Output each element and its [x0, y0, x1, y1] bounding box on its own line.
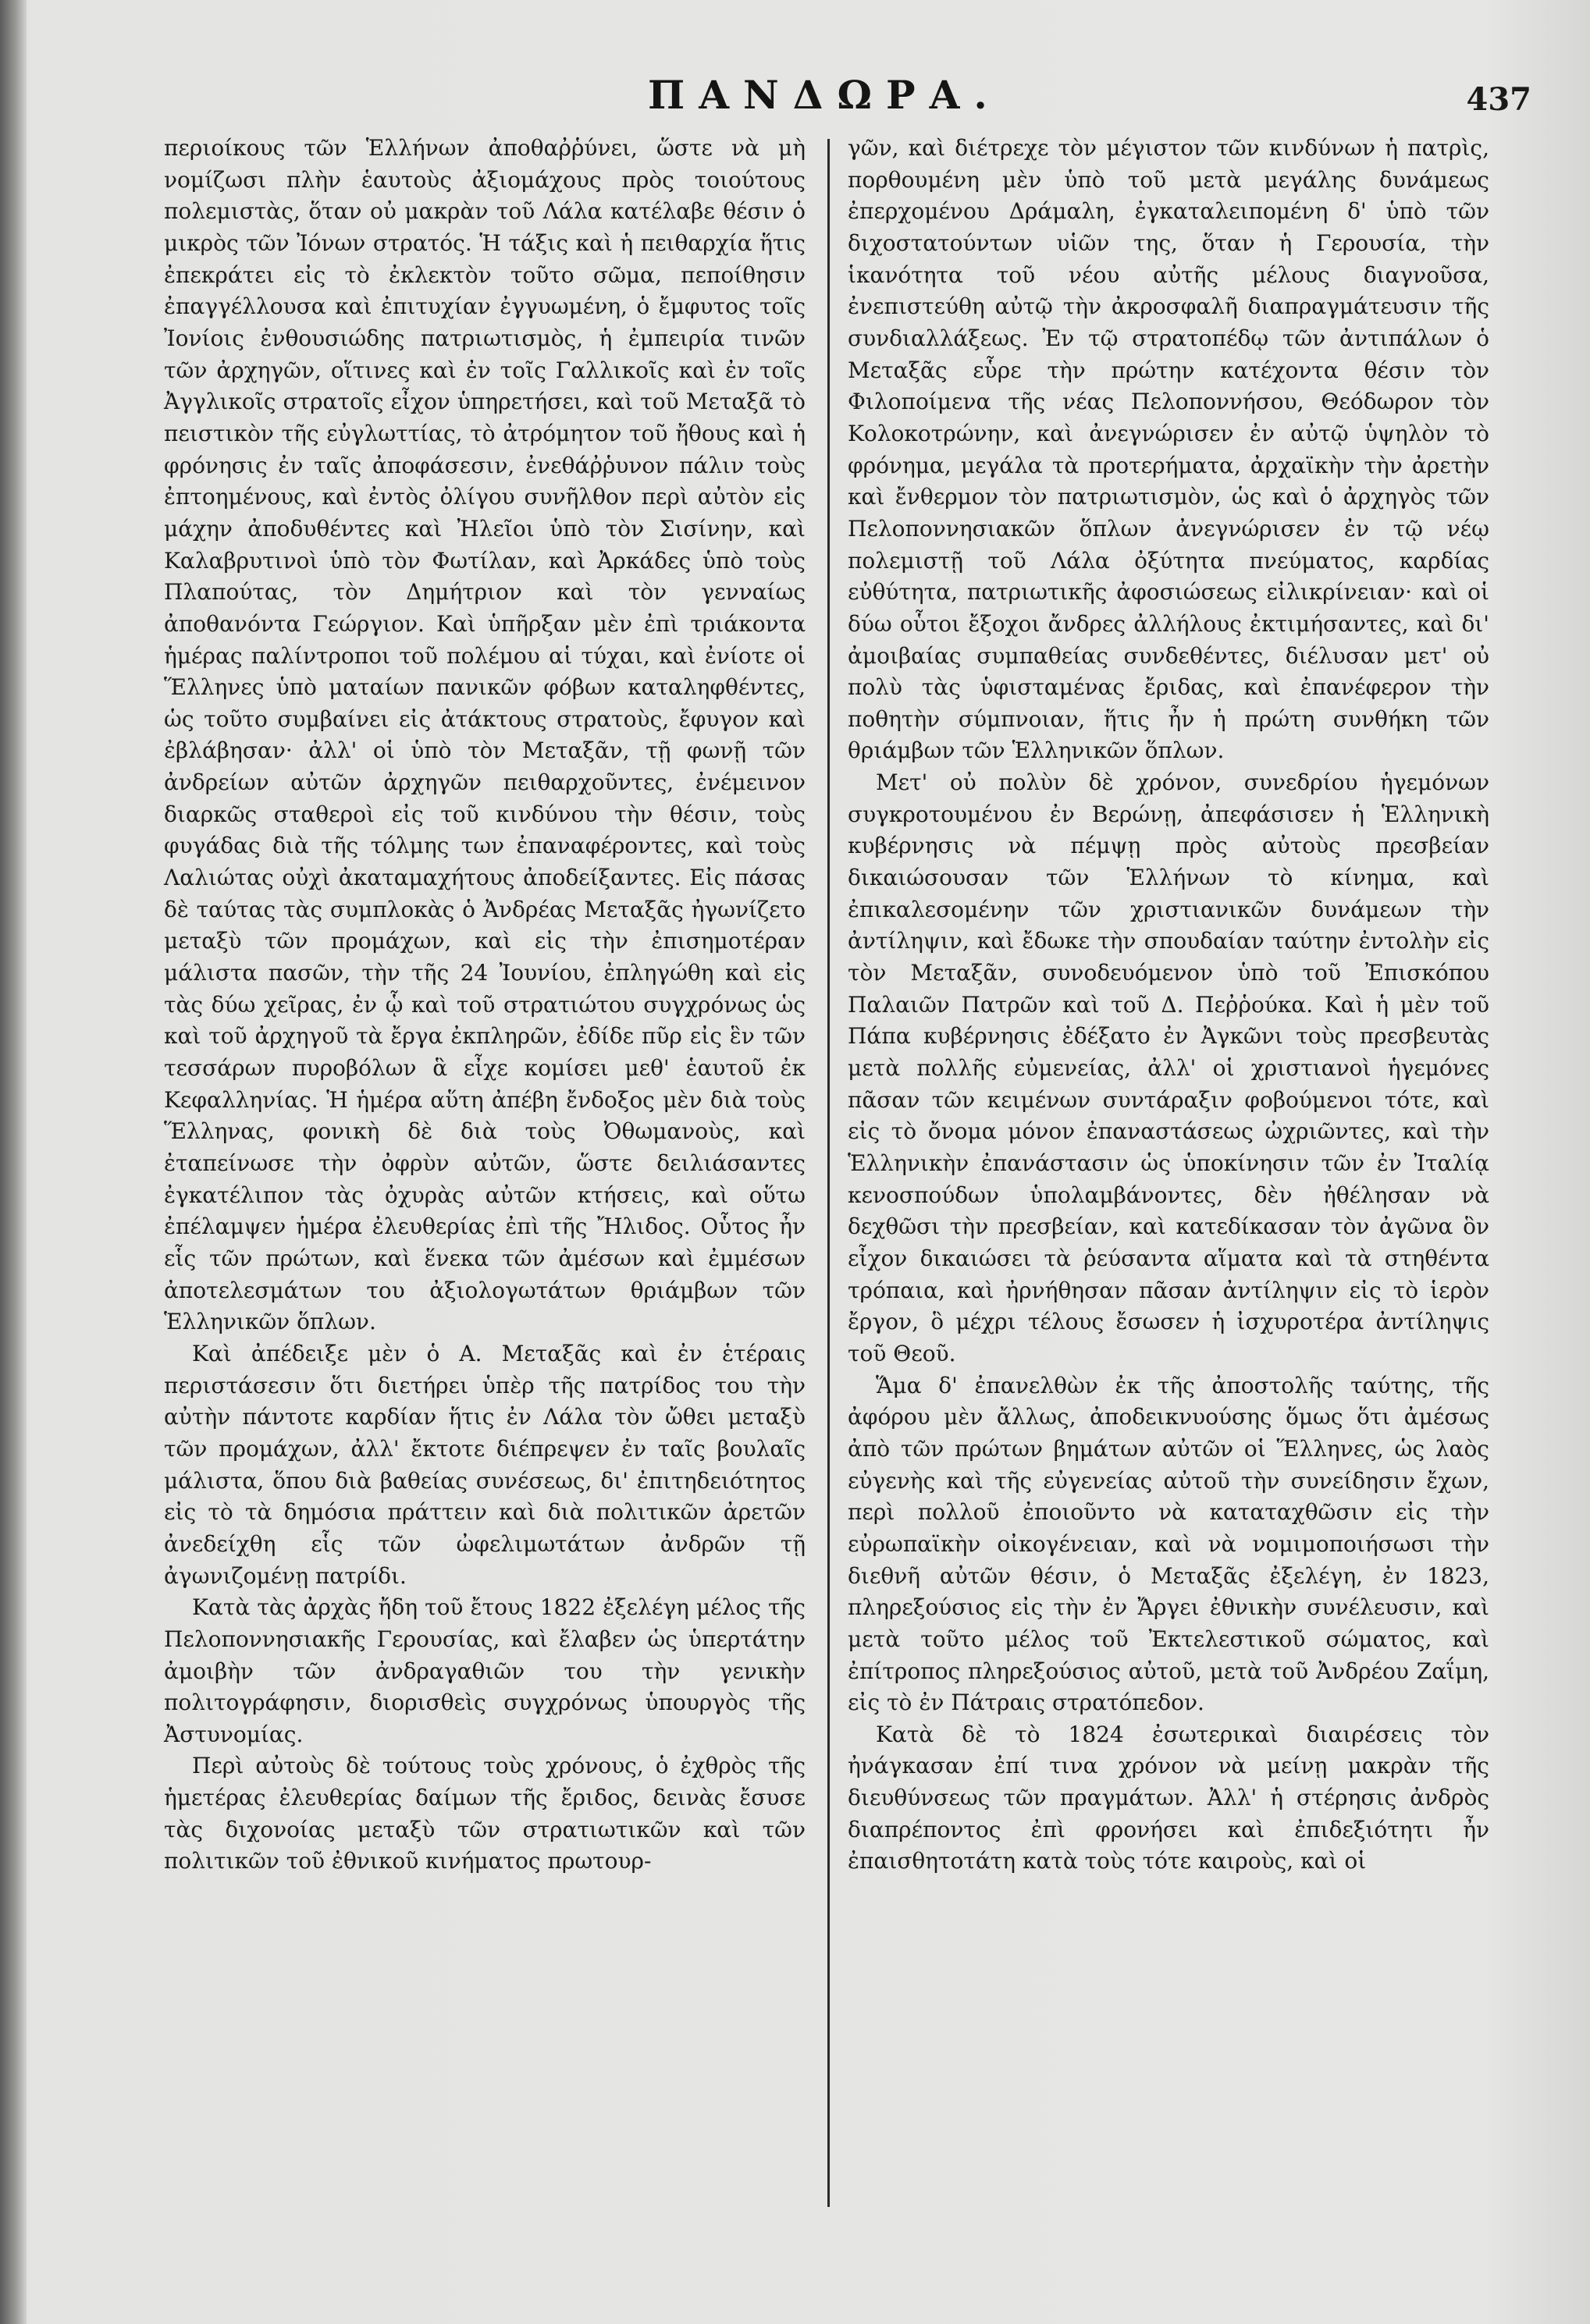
journal-title: ΠΑΝΔΩΡΑ.: [648, 72, 1001, 118]
left-paragraph-1: περιοίκους τῶν Ἑλλήνων ἀποθαῤῥύνει, ὥστε νὰ μὴ νομίζωσι πλὴν ἑαυτοὺς ἀξιομάχους πρὸς τοιούτους πολεμιστὰς, ὅταν οὐ μακρὰν τοῦ Λάλα κατέλαβε θέσιν ὁ μικρὸς τῶν Ἰόνων στρατός. Ἡ τάξις καὶ ἡ πειθαρχία ἥτις ἐπεκράτει εἰς τὸ ἐκλεκτὸν τοῦτο σῶμα, πεποίθησιν ἐπαγγέλλουσα καὶ ἐπιτυχίαν ἐγγυωμένη, ὁ ἔμφυτος τοῖς Ἰονίοις ἐνθουσιώδης πατριωτισμὸς, ἡ ἐμπειρία τινῶν τῶν ἀρχηγῶν, οἵτινες καὶ ἐν τοῖς Γαλλικοῖς καὶ ἐν τοῖς Ἀγγλικοῖς στρατοῖς εἶχον ὑπηρετήσει, καὶ τοῦ Μεταξᾶ τὸ πειστικὸν τῆς εὐγλωττίας, τὸ ἀτρόμητον τοῦ ἤθους καὶ ἡ φρόνησις ἐν ταῖς ἀποφάσεσιν, ἐνεθάῤῥυνον πάλιν τοὺς ἐπτοημένους, καὶ ἐντὸς ὀλίγου συνῆλθον περὶ αὐτὸν εἰς μάχην ἀποδυθέντες καὶ Ἠλεῖοι ὑπὸ τὸν Σισίνην, καὶ Καλαβρυτινοὶ ὑπὸ τὸν Φωτίλαν, καὶ Ἀρκάδες ὑπὸ τοὺς Πλαπούτας, τὸν Δημήτριον καὶ τὸν γενναίως ἀποθανόντα Γεώργιον. Καὶ ὑπῆρξαν μὲν ἐπὶ τριάκοντα ἡμέρας παλίντροποι τοῦ πολέμου αἱ τύχαι, καὶ ἐνίοτε οἱ Ἕλληνες ὑπὸ ματαίων πανικῶν φόβων καταληφθέντες, ὡς τοῦτο συμβαίνει εἰς ἀτάκτους στρατοὺς, ἔφυγον καὶ ἐβλάβησαν· ἀλλ' οἱ ὑπὸ τὸν Μεταξᾶν, τῇ φωνῇ τῶν ἀνδρείων αὐτῶν ἀρχηγῶν πειθαρχοῦντες, ἐνέμεινον διαρκῶς σταθεροὶ εἰς τοῦ κινδύνου τὴν θέσιν, τοὺς φυγάδας διὰ τῆς τόλμης των ἐπαναφέροντες, καὶ τοὺς Λαλιώτας οὐχὶ ἀκαταμαχήτους ἀποδείξαντες. Εἰς πάσας δὲ ταύτας τὰς συμπλοκὰς ὁ Ἀνδρέας Μεταξᾶς ἠγωνίζετο μεταξὺ τῶν προμάχων, καὶ εἰς τὴν ἐπισημοτέραν μάλιστα πασῶν, τὴν τῆς 24 Ἰουνίου, ἐπληγώθη καὶ εἰς τὰς δύω χεῖρας, ἐν ᾧ καὶ τοῦ στρατιώτου συγχρόνως ὡς καὶ τοῦ ἀρχηγοῦ τὰ ἔργα ἐκπληρῶν, ἐδίδε πῦρ εἰς ἓν τῶν τεσσάρων πυροβόλων ἃ εἶχε κομίσει μεθ' ἑαυτοῦ ἐκ Κεφαλληνίας. Ἡ ἡμέρα αὕτη ἀπέβη ἔνδοξος μὲν διὰ τοὺς Ἕλληνας, φονικὴ δὲ διὰ τοὺς Ὀθωμανοὺς, καὶ ἐταπείνωσε τὴν ὀφρὺν αὐτῶν, ὥστε δειλιάσαντες ἐγκατέλιπον τὰς ὀχυρὰς αὐτῶν κτήσεις, καὶ οὕτω ἐπέλαμψεν ἡμέρα ἐλευθερίας ἐπὶ τῆς Ἤλιδος. Οὗτος ἦν εἷς τῶν πρώτων, καὶ ἕνεκα τῶν ἀμέσων καὶ ἐμμέσων ἀποτελεσμάτων του ἀξιολογωτάτων θριάμβων τῶν Ἑλληνικῶν ὅπλων.: [164, 135, 806, 1335]
left-paragraph-2: Καὶ ἀπέδειξε μὲν ὁ Α. Μεταξᾶς καὶ ἐν ἑτέραις περιστάσεσιν ὅτι διετήρει ὑπὲρ τῆς πατρίδος του τὴν αὐτὴν πάντοτε καρδίαν ἥτις ἐν Λάλα τὸν ὤθει μεταξὺ τῶν προμάχων, ἀλλ' ἔκτοτε διέπρεψεν ἐν ταῖς βουλαῖς μάλιστα, ὅπου διὰ βαθείας συνέσεως, δι' ἐπιτηδειότητος εἰς τὸ τὰ δημόσια πράττειν καὶ διὰ πολιτικῶν ἀρετῶν ἀνεδείχθη εἷς τῶν ὠφελιμωτάτων ἀνδρῶν τῇ ἀγωνιζομένῃ πατρίδι.: [164, 1340, 806, 1589]
right-paragraph-4: Κατὰ δὲ τὸ 1824 ἐσωτερικαὶ διαιρέσεις τὸν ἠνάγκασαν ἐπί τινα χρόνον νὰ μείνῃ μακρὰν τῆς διευθύνσεως τῶν πραγμάτων. Ἀλλ' ἡ στέρησις ἀνδρὸς διαπρέποντος ἐπὶ φρονήσει καὶ ἐπιδεξιότητι ἦν ἐπαισθητοτάτη κατὰ τοὺς τότε καιροὺς, καὶ οἱ: [848, 1721, 1489, 1874]
column-divider: [827, 139, 830, 2207]
left-paragraph-4: Περὶ αὐτοὺς δὲ τούτους τοὺς χρόνους, ὁ ἐχθρὸς τῆς ἡμετέρας ἐλευθερίας δαίμων τῆς ἔριδος, δεινὰς ἔσυσε τὰς διχονοίας μεταξὺ τῶν στρατιωτικῶν καὶ τῶν πολιτικῶν τοῦ ἐθνικοῦ κινήματος πρωτουρ-: [164, 1753, 806, 1874]
page-header: [0, 72, 1590, 126]
right-paragraph-3: Ἅμα δ' ἐπανελθὼν ἐκ τῆς ἀποστολῆς ταύτης, τῆς ἀφόρου μὲν ἄλλως, ἀποδεικνυούσης ὅμως ὅτι ἀμέσως ἀπὸ τῶν πρώτων βημάτων αὐτῶν οἱ Ἕλληνες, ὡς λαὸς εὐγενὴς καὶ τῆς εὐγενείας αὐτοῦ τὴν συνείδησιν ἔχων, περὶ πολλοῦ ἐποιοῦντο νὰ καταταχθῶσιν εἰς τὴν εὐρωπαϊκὴν οἰκογένειαν, καὶ νὰ νομιμοποιήσωσι τὴν διεθνῆ αὐτῶν θέσιν, ὁ Μεταξᾶς ἐξελέγη, ἐν 1823, πληρεξούσιος εἰς τὴν ἐν Ἄργει ἐθνικὴν συνέλευσιν, καὶ μετὰ τοῦτο μέλος τοῦ Ἐκτελεστικοῦ σώματος, καὶ ἐπίτροπος πληρεξούσιος αὐτοῦ, μετὰ τοῦ Ἀνδρέου Ζαΐμη, εἰς τὸ ἐν Πάτραις στρατόπεδον.: [848, 1372, 1489, 1716]
right-paragraph-2: Μετ' οὐ πολὺν δὲ χρόνον, συνεδρίου ἡγεμόνων συγκροτουμένου ἐν Βερώνῃ, ἀπεφάσισεν ἡ Ἑλληνικὴ κυβέρνησις νὰ πέμψῃ πρὸς αὐτοὺς πρεσβείαν δικαιώσουσαν τῶν Ἑλλήνων τὸ κίνημα, καὶ ἐπικαλεσομένην τῶν χριστιανικῶν δυνάμεων τὴν ἀντίληψιν, καὶ ἔδωκε τὴν σπουδαίαν ταύτην ἐντολὴν εἰς τὸν Μεταξᾶν, συνοδευόμενον ὑπὸ τοῦ Ἐπισκόπου Παλαιῶν Πατρῶν καὶ τοῦ Δ. Πεῤῥούκα. Καὶ ἡ μὲν τοῦ Πάπα κυβέρνησις ἐδέξατο ἐν Ἀγκῶνι τοὺς πρεσβευτὰς μετὰ πολλῆς εὐμενείας, ἀλλ' οἱ χριστιανοὶ ἡγεμόνες πᾶσαν τῶν κειμένων συντάραξιν φοβούμενοι τότε, καὶ εἰς τὸ ὄνομα μόνον ἐπαναστάσεως ὠχριῶντες, καὶ τὴν Ἑλληνικὴν ἐπανάστασιν ὡς ὑποκίνησιν τῶν ἐν Ἰταλίᾳ κενοσπούδων ὑπολαμβάνοντες, δὲν ἠθέλησαν νὰ δεχθῶσι τὴν πρεσβείαν, καὶ κατεδίκασαν τὸν ἀγῶνα ὃν εἶχον δικαιώσει τὰ ῥεύσαντα αἵματα καὶ τὰ στηθέντα τρόπαια, καὶ ἠρνήθησαν πᾶσαν ἀντίληψιν εἰς τὸ ἱερὸν ἔργον, ὃ μέχρι τέλους ἔσωσεν ἡ ἰσχυροτέρα ἀντίληψις τοῦ Θεοῦ.: [848, 769, 1489, 1366]
right-paragraph-1: γῶν, καὶ διέτρεχε τὸν μέγιστον τῶν κινδύνων ἡ πατρὶς, πορθουμένη μὲν ὑπὸ τοῦ μετὰ μεγάλης δυνάμεως ἐπερχομένου Δράμαλη, ἐγκαταλειπομένη δ' ὑπὸ τῶν διχοστατούντων υἱῶν της, ὅταν ἡ Γερουσία, τὴν ἱκανότητα τοῦ νέου αὐτῆς μέλους διαγνοῦσα, ἐνεπιστεύθη αὐτῷ τὴν ἀκροσφαλῆ διαπραγμάτευσιν τῆς συνδιαλλάξεως. Ἐν τῷ στρατοπέδῳ τῶν ἀντιπάλων ὁ Μεταξᾶς εὗρε τὴν πρώτην κατέχοντα θέσιν τὸν Φιλοποίμενα τῆς νέας Πελοποννήσου, Θεόδωρον τὸν Κολοκοτρώνην, καὶ ἀνεγνώρισεν ἐν αὐτῷ ὑψηλὸν τὸ φρόνημα, μεγάλα τὰ προτερήματα, ἀρχαϊκὴν τὴν ἀρετὴν καὶ ἔνθερμον τὸν πατριωτισμὸν, ὡς καὶ ὁ ἀρχηγὸς τῶν Πελοποννησιακῶν ὅπλων ἀνεγνώρισεν ἐν τῷ νέῳ πολεμιστῇ τοῦ Λάλα ὀξύτητα πνεύματος, καρδίας εὐθύτητα, πατριωτικῆς ἀφοσιώσεως εἰλικρίνειαν· καὶ οἱ δύω οὗτοι ἔξοχοι ἄνδρες ἀλλήλους ἐκτιμήσαντες, καὶ δι' ἀμοιβαίας συμπαθείας συνδεθέντες, διέλυσαν μετ' οὐ πολὺ τὰς ὑφισταμένας ἔριδας, καὶ ἐπανέφερον τὴν ποθητὴν σύμπνοιαν, ἥτις ἦν ἡ πρώτη συνθήκη τῶν θριάμβων τῶν Ἑλληνικῶν ὅπλων.: [848, 135, 1489, 764]
page-number: 437: [1466, 81, 1531, 118]
left-column: [164, 133, 806, 1878]
left-paragraph-3: Κατὰ τὰς ἀρχὰς ἤδη τοῦ ἔτους 1822 ἐξελέγη μέλος τῆς Πελοποννησιακῆς Γερουσίας, καὶ ἔλαβεν ὡς ὑπερτάτην ἀμοιβὴν τῶν ἀνδραγαθιῶν του τὴν γενικὴν πολιτογράφησιν, διορισθεὶς συγχρόνως ὑπουργὸς τῆς Ἀστυνομίας.: [164, 1594, 806, 1747]
book-spine-shadow: [0, 0, 27, 2324]
right-column: [848, 133, 1489, 1878]
